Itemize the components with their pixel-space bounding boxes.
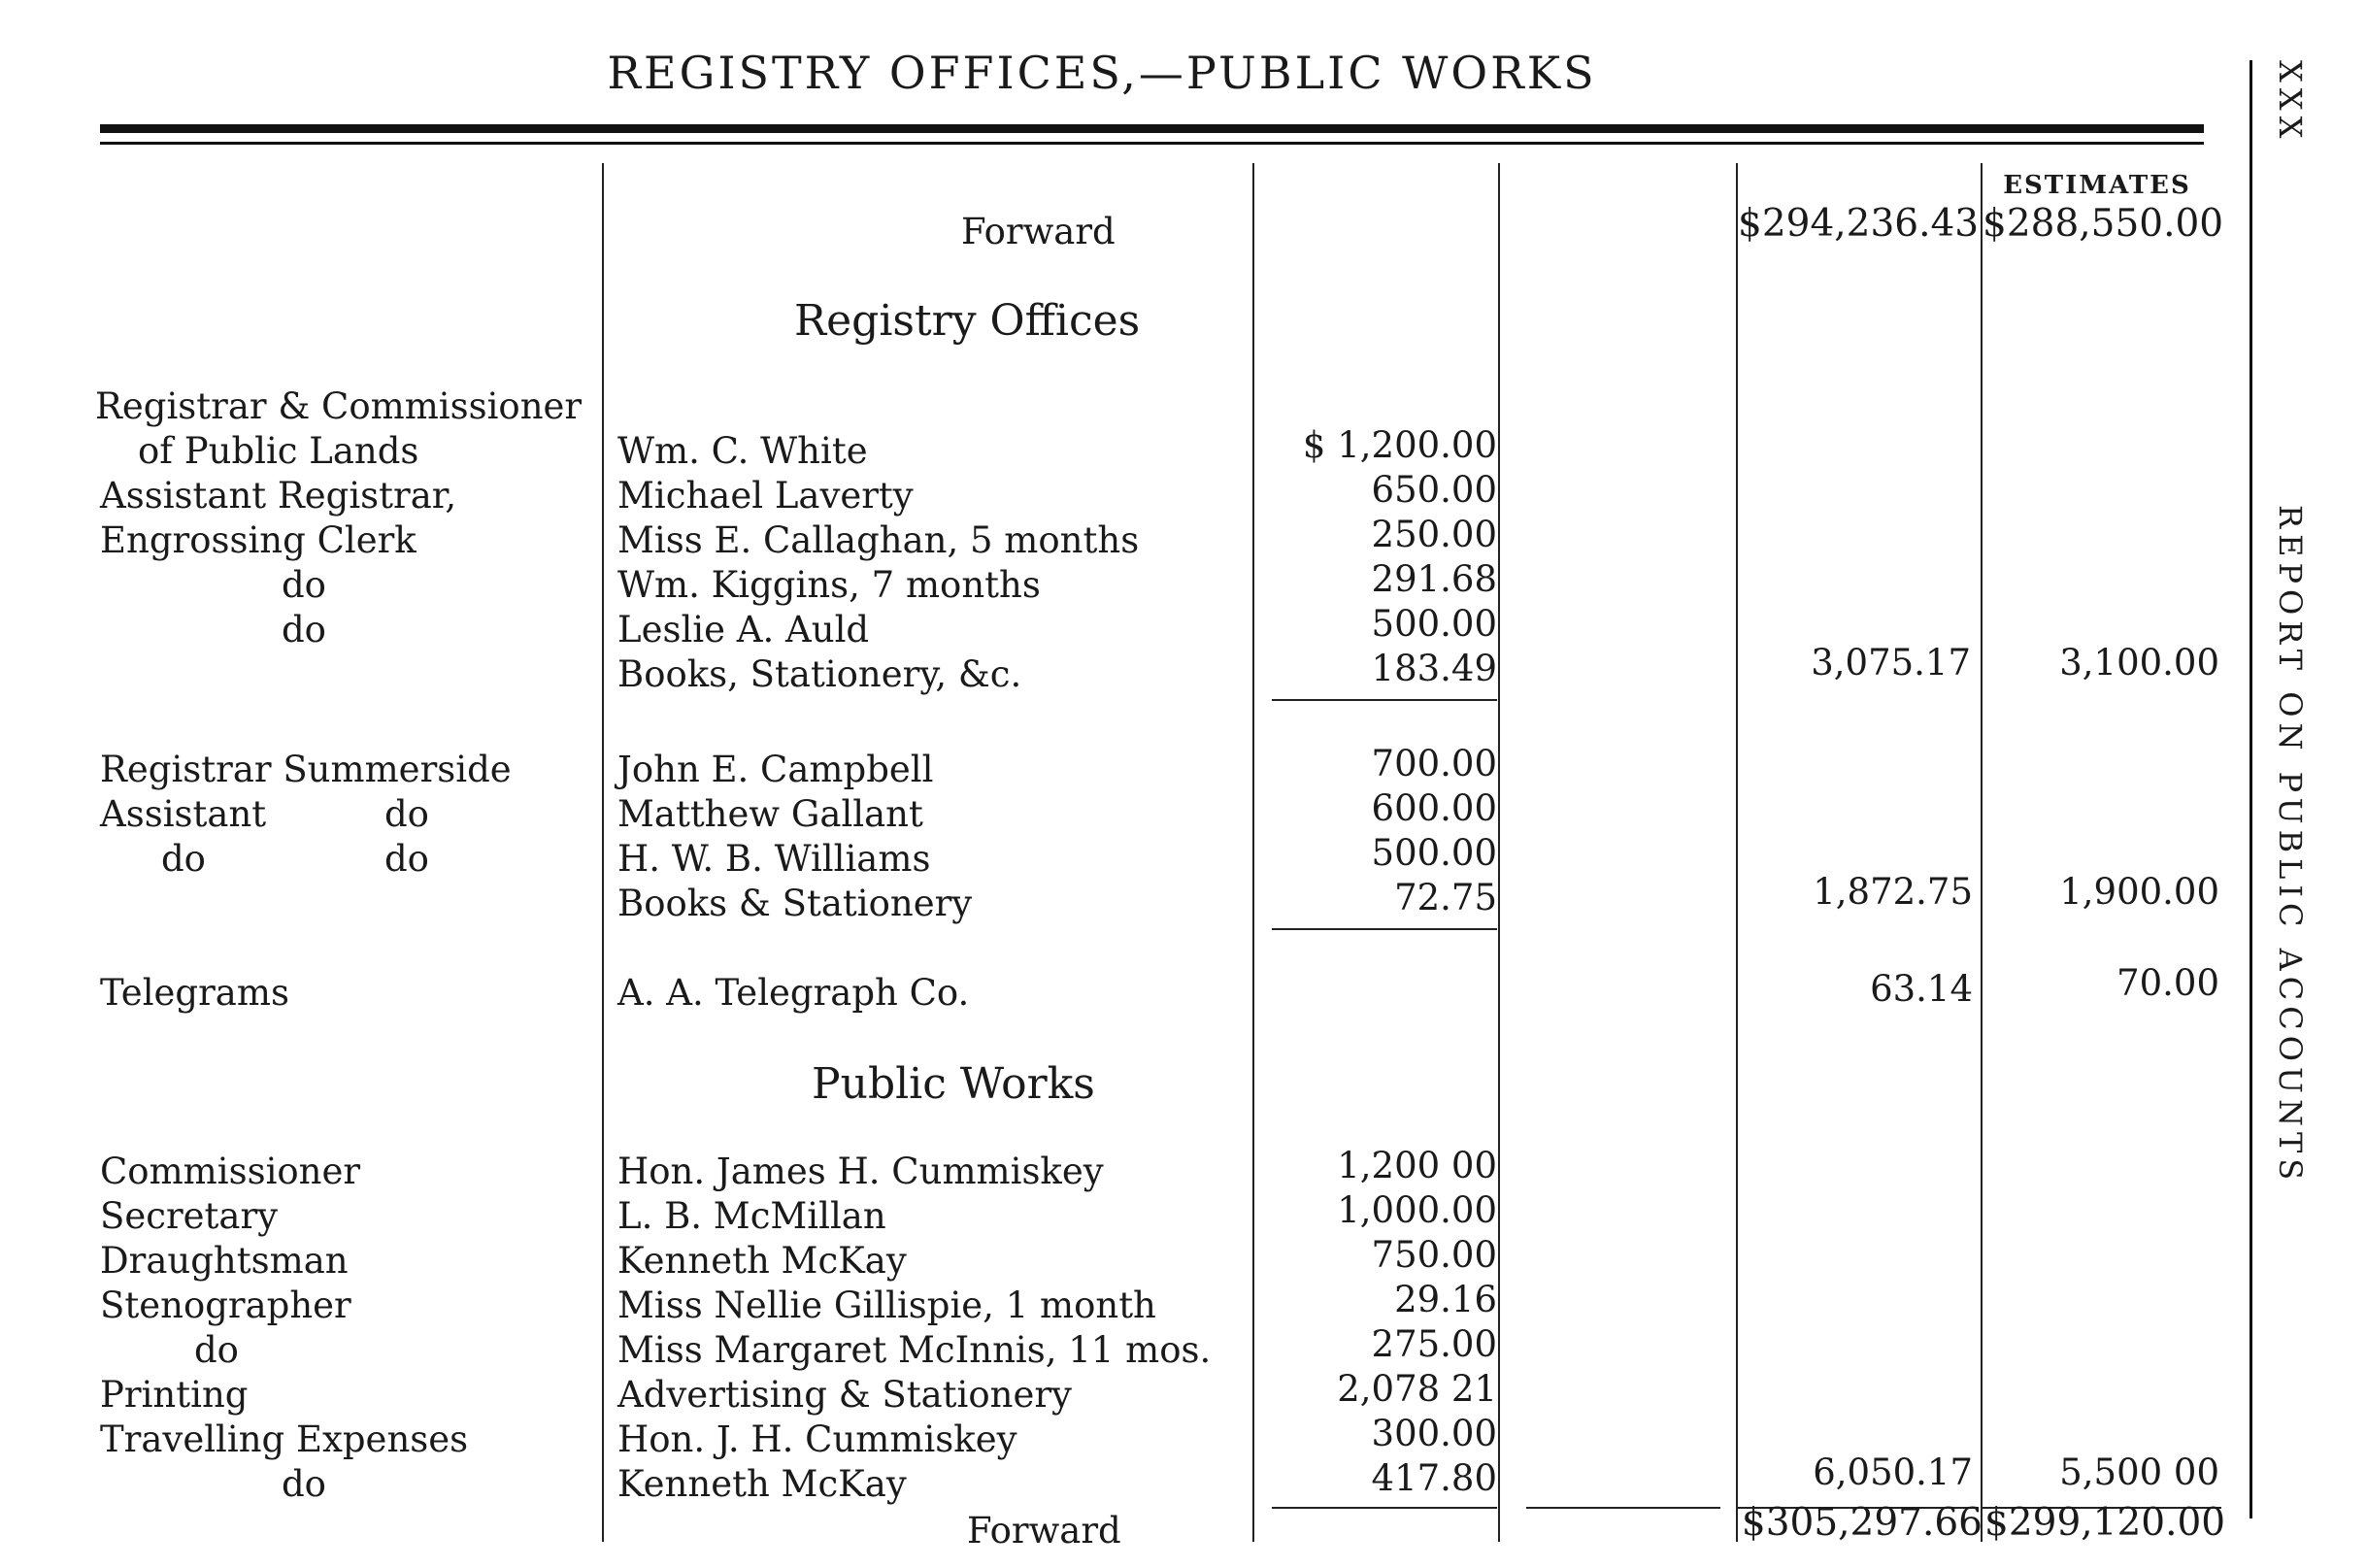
forward-label-bottom: Forward	[967, 1510, 1121, 1551]
role-label: of Public Lands	[138, 430, 419, 472]
column-rule-blank	[1498, 163, 1500, 1542]
estimate: 70.00	[2116, 962, 2219, 1004]
role-label: do	[282, 1463, 326, 1505]
amount: 29.16	[1394, 1279, 1497, 1320]
subtotal: 1,872.75	[1813, 871, 1973, 913]
payee-name: Matthew Gallant	[617, 793, 923, 835]
payee-name: Books & Stationery	[617, 883, 973, 924]
role-ditto: do	[384, 838, 429, 880]
payee-name: L. B. McMillan	[617, 1195, 886, 1237]
role-label: Printing	[100, 1374, 249, 1416]
payee-name: Leslie A. Auld	[617, 609, 870, 651]
amount: 183.49	[1371, 648, 1497, 689]
payee-name: Miss E. Callaghan, 5 months	[617, 519, 1140, 561]
role-label: Draughtsman	[100, 1240, 349, 1282]
estimate: 1,900.00	[2059, 871, 2219, 913]
role-label: Stenographer	[100, 1284, 351, 1326]
amount: 417.80	[1371, 1457, 1497, 1499]
subtotal: 63.14	[1870, 968, 1973, 1010]
subtotal: 3,075.17	[1811, 642, 1971, 684]
amount: 291.68	[1371, 558, 1497, 600]
payee-name: Wm. Kiggins, 7 months	[617, 564, 1041, 606]
role-label: Registrar & Commissioner	[95, 385, 583, 427]
role-label: Telegrams	[100, 972, 289, 1014]
estimate: 5,500 00	[2059, 1451, 2219, 1493]
column-rule-totals	[1736, 163, 1738, 1542]
estimates-heading: ESTIMATES	[2003, 171, 2191, 200]
subtotal: 6,050.17	[1813, 1451, 1973, 1493]
payee-name: A. A. Telegraph Co.	[617, 972, 970, 1014]
subtotal-rule	[1272, 699, 1497, 701]
column-rule-estimates	[1981, 163, 1983, 1542]
amount: $ 1,200.00	[1302, 424, 1497, 466]
amount: 600.00	[1371, 787, 1497, 829]
forward-estimate-bottom: $299,120.00	[1984, 1501, 2226, 1545]
role-label: Assistant	[100, 793, 267, 835]
section-heading-public-works: Public Works	[812, 1059, 1095, 1109]
total-rule	[1526, 1507, 1720, 1509]
forward-label-top: Forward	[961, 211, 1116, 252]
role-label: do	[161, 838, 206, 880]
amount: 72.75	[1394, 877, 1497, 918]
amount: 300.00	[1371, 1413, 1497, 1454]
total-rule	[1272, 1507, 1497, 1509]
amount: 700.00	[1371, 743, 1497, 784]
payee-name: Michael Laverty	[617, 475, 914, 517]
page-number: XXX	[2272, 60, 2309, 145]
payee-name: Kenneth McKay	[617, 1463, 907, 1505]
amount: 275.00	[1371, 1323, 1497, 1365]
payee-name: John E. Campbell	[617, 749, 934, 790]
payee-name: Books, Stationery, &c.	[617, 653, 1022, 695]
margin-rule	[2249, 60, 2252, 1518]
amount: 1,200 00	[1337, 1145, 1497, 1186]
role-label: Registrar Summerside	[100, 749, 512, 790]
payee-name: Miss Margaret McInnis, 11 mos.	[617, 1329, 1212, 1371]
role-label: Assistant Registrar,	[100, 475, 457, 517]
role-label: do	[282, 609, 326, 651]
running-head: REPORT ON PUBLIC ACCOUNTS	[2272, 505, 2309, 1186]
column-rule-names	[602, 163, 604, 1542]
payee-name: Wm. C. White	[617, 430, 868, 472]
payee-name: H. W. B. Williams	[617, 838, 931, 880]
estimate: 3,100.00	[2059, 642, 2219, 684]
subtotal-rule	[1272, 928, 1497, 930]
payee-name: Hon. James H. Cummiskey	[617, 1151, 1104, 1192]
payee-name: Advertising & Stationery	[617, 1374, 1072, 1416]
payee-name: Miss Nellie Gillispie, 1 month	[617, 1284, 1156, 1326]
amount: 650.00	[1371, 469, 1497, 511]
role-label: Commissioner	[100, 1151, 361, 1192]
amount: 500.00	[1371, 832, 1497, 874]
forward-total-top: $294,236.43	[1738, 202, 1980, 246]
payee-name: Hon. J. H. Cummiskey	[617, 1418, 1017, 1460]
header-rule-thick	[100, 124, 2204, 133]
forward-total-bottom: $305,297.66	[1741, 1501, 1983, 1545]
page-title: REGISTRY OFFICES,—PUBLIC WORKS	[607, 47, 1597, 99]
role-label: Secretary	[100, 1195, 279, 1237]
amount: 1,000.00	[1337, 1189, 1497, 1231]
forward-estimate-top: $288,550.00	[1983, 202, 2224, 246]
role-label: do	[194, 1329, 239, 1371]
header-rule-thin	[100, 142, 2204, 145]
payee-name: Kenneth McKay	[617, 1240, 907, 1282]
role-ditto: do	[384, 793, 429, 835]
amount: 250.00	[1371, 514, 1497, 555]
amount: 500.00	[1371, 603, 1497, 645]
role-label: do	[282, 564, 326, 606]
role-label: Travelling Expenses	[100, 1418, 469, 1460]
section-heading-registry: Registry Offices	[794, 296, 1141, 346]
amount: 2,078 21	[1337, 1368, 1497, 1410]
role-label: Engrossing Clerk	[100, 519, 417, 561]
amount: 750.00	[1371, 1234, 1497, 1276]
